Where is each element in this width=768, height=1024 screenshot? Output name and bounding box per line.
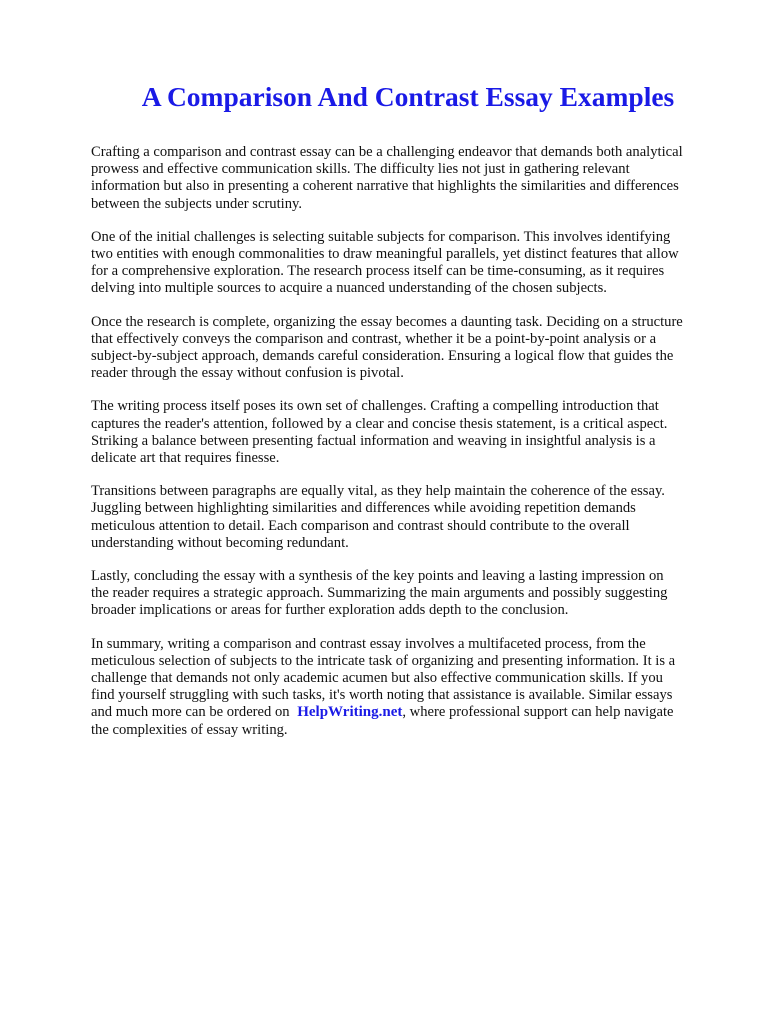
text-line: captures the reader's attention, followed by a clear and concise thesis statement, is a critical aspect. xyxy=(91,415,668,432)
essay-body xyxy=(91,144,731,755)
text-line: Transitions between paragraphs are equally vital, as they help maintain the coherence of the essay. xyxy=(91,483,665,500)
text-line: the reader requires a strategic approach. Summarizing the main arguments and possibly suggesting xyxy=(91,585,668,602)
text-line: between the subjects under scrutiny. xyxy=(91,195,303,212)
page-title: A Comparison And Contrast Essay Examples xyxy=(141,81,675,112)
paragraph-6 xyxy=(91,568,731,620)
text-line: information but also in presenting a coherent narrative that highlights the similarities and differences xyxy=(91,178,679,195)
paragraph-4 xyxy=(91,398,731,467)
text-line: broader implications or areas for further exploration adds depth to the conclusion. xyxy=(91,602,569,619)
text-line: subject-by-subject approach, demands careful consideration. Ensuring a logical flow that guides the xyxy=(91,348,674,365)
paragraph-5 xyxy=(91,483,731,552)
text-line: meticulous attention to detail. Each comparison and contrast should contribute to the overall xyxy=(91,517,630,534)
helpwriting-link[interactable]: HelpWriting.net xyxy=(297,704,403,721)
text-line: find yourself struggling with such tasks, it's worth noting that assistance is available. Similar essays xyxy=(91,687,673,704)
text-line-with-link xyxy=(91,704,731,721)
text-line: Crafting a comparison and contrast essay can be a challenging endeavor that demands both analytical xyxy=(91,144,683,160)
text-line: In summary, writing a comparison and contrast essay involves a multifaceted process, from the xyxy=(91,635,646,652)
text-line: Lastly, concluding the essay with a synthesis of the key points and leaving a lasting impression on xyxy=(91,568,664,585)
text-line: for a comprehensive exploration. The research process itself can be time-consuming, as it requires xyxy=(91,263,665,280)
paragraph-2 xyxy=(91,229,731,298)
text-line: prowess and effective communication skills. The difficulty lies not just in gathering relevant xyxy=(91,161,630,178)
text-line: Once the research is complete, organizing the essay becomes a daunting task. Deciding on a structure xyxy=(91,313,683,330)
text-line: reader through the essay without confusion is pivotal. xyxy=(91,365,404,382)
text-line: two entities with enough commonalities to draw meaningful parallels, yet distinct features that allow xyxy=(91,246,679,263)
text-line: delving into multiple sources to acquire a nuanced understanding of the chosen subjects. xyxy=(91,280,607,297)
text-line: the complexities of essay writing. xyxy=(91,721,288,738)
text-line: Striking a balance between presenting factual information and weaving in insightful analysis is a xyxy=(91,432,656,449)
text-line: delicate art that requires finesse. xyxy=(91,450,280,467)
text-line: The writing process itself poses its own set of challenges. Crafting a compelling introduction that xyxy=(91,398,659,415)
paragraph-summary xyxy=(91,636,731,739)
paragraph-3 xyxy=(91,314,731,383)
text-line: meticulous selection of subjects to the intricate task of organizing and presenting information. It is a xyxy=(91,652,676,669)
link-suffix-text: , where professional support can help navigate xyxy=(402,704,674,721)
text-line: challenge that demands not only academic acumen but also effective communication skills. If you xyxy=(91,670,663,687)
text-line: Juggling between highlighting similarities and differences while avoiding repetition demands xyxy=(91,500,636,517)
link-prefix-text: and much more can be ordered on xyxy=(91,704,294,721)
text-line: that effectively conveys the comparison and contrast, whether it be a point-by-point analysis or a xyxy=(91,330,657,347)
text-line: One of the initial challenges is selecting suitable subjects for comparison. This involves identifying xyxy=(91,228,671,245)
paragraph-1 xyxy=(91,144,731,213)
text-line: understanding without becoming redundant. xyxy=(91,534,349,551)
